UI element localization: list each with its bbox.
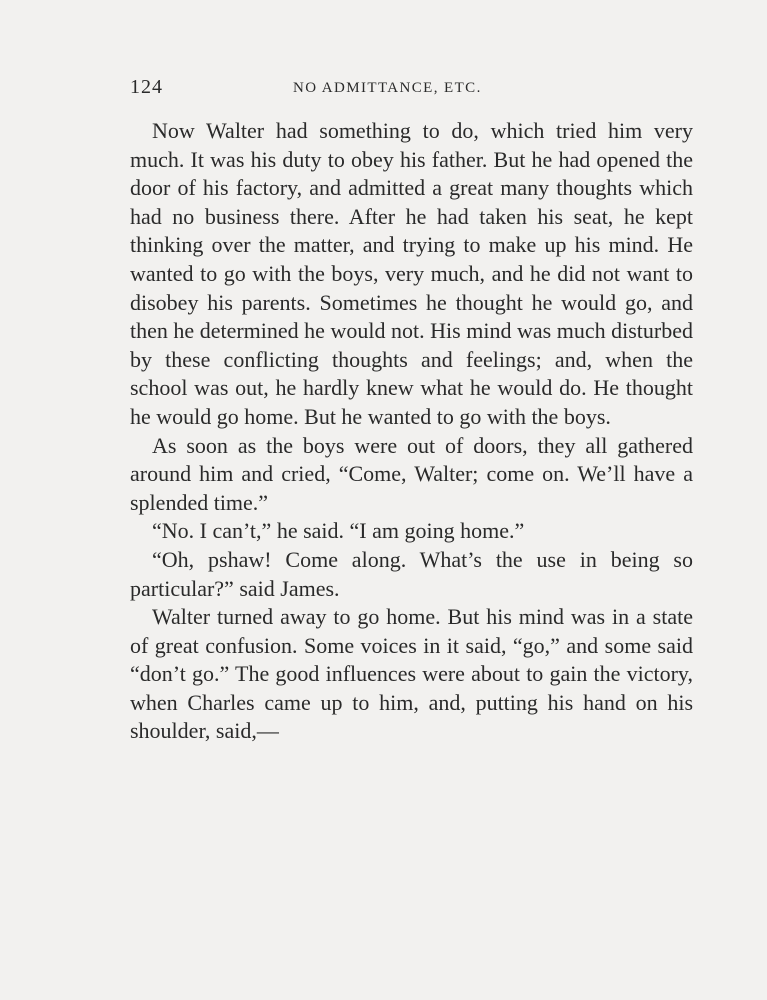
page-number: 124 — [130, 76, 163, 98]
paragraph-boys-gather: As soon as the boys were out of doors, they all gathered around him and cried, “Come, Walter; come on. We’ll have a splended time.” — [130, 432, 693, 515]
paragraph-charles-arrives: Walter turned away to go home. But his mind was in a state of great confusion. Some voices in it said, “go,” and some said “don’t go.” The good influences were about to gain the victory, when Charles came up to him, and, putting his hand on his shoulder, said,— — [130, 604, 693, 744]
paragraph-walter-refuses: “No. I can’t,” he said. “I am going home.” — [152, 518, 525, 544]
paragraph-james-urges: “Oh, pshaw! Come along. What’s the use in being so particular?” said James. — [130, 546, 693, 601]
paragraph-walter-decision: Now Walter had something to do, which tried him very much. It was his duty to obey his father. But he had opened the door of his factory, and admitted a great many thoughts which had no business there. After he had taken his seat, he kept thinking over the matter, and trying to make up his mind. He wanted to go with the boys, very much, and he did not want to disobey his parents. Sometimes he thought he would go, and then he determined he would not. His mind was much disturbed by these conflicting thoughts and feelings; and, when the school was out, he hardly knew what he would do. He thought he would go home. But he wanted to go with the boys. — [130, 118, 693, 429]
body-text — [130, 117, 693, 746]
running-title: NO ADMITTANCE, ETC. — [293, 80, 482, 96]
running-head — [130, 76, 693, 100]
